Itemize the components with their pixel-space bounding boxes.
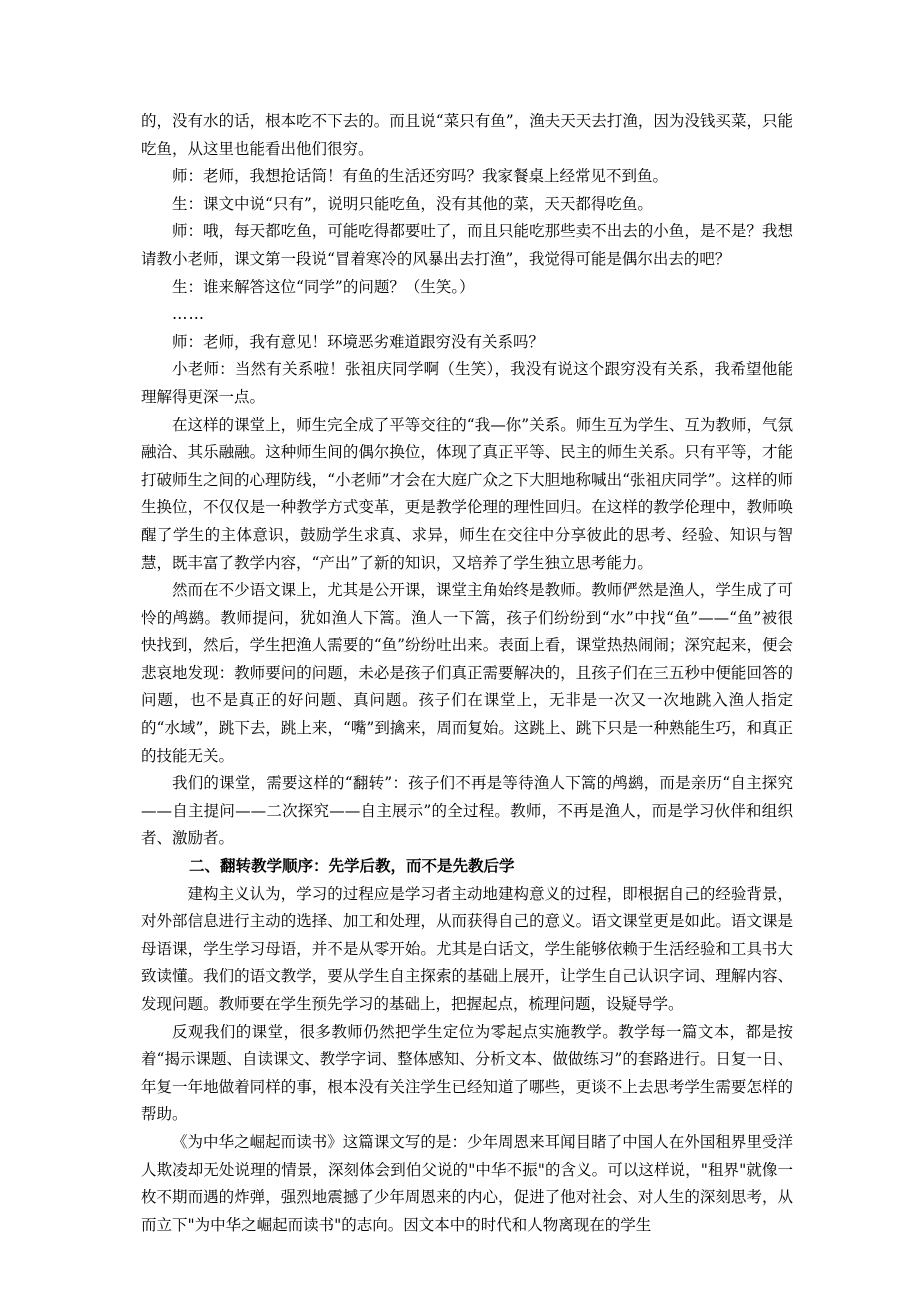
dialogue-line: 生：课文中说“只有”，说明只能吃鱼，没有其他的菜，天天都得吃鱼。 — [172, 194, 653, 213]
dialogue-line: 生：谁来解答这位“同学”的问题？（生笑。） — [172, 277, 475, 296]
body-paragraph: 在这样的课堂上，师生完全成了平等交往的“我—你”关系。师生互为学生、互为教师，气氛融洽、其乐融融。这种师生间的偶尔换位，体现了真正平等、民主的师生关系。只有平等，才能打破师生之间的心理防线，“小老师”才会在大庭广众之下大胆地称喊出“张祖庆同学”。这样的师生换位，不仅仅是一种教学方式变革，更是教学伦理的理性回归。在这样的教学伦理中，教师唤醒了学生的主体意识，鼓励学生求真、求异，师生在交往中分享彼此的思考、经验、知识与智慧，既丰富了教学内容，“产出”了新的知识，又培养了学生独立思考能力。 — [141, 415, 793, 572]
dialogue-line: 小老师：当然有关系啦！张祖庆同学啊（生笑），我没有说这个跟穷没有关系，我希望他能理解得更深一点。 — [141, 360, 793, 406]
dialogue-line: 师：老师，我想抢话筒！有鱼的生活还穷吗？我家餐桌上经常见不到鱼。 — [172, 167, 669, 186]
document-page — [141, 108, 793, 1239]
dialogue-line: 师：哦，每天都吃鱼，可能吃得都要吐了，而且只能吃那些卖不出去的小鱼，是不是？我想请教小老师，课文第一段说“冒着寒冷的风暴出去打渔”，我觉得可能是偶尔出去的吧？ — [141, 222, 793, 268]
body-paragraph: 反观我们的课堂，很多教师仍然把学生定位为零起点实施教学。教学每一篇文本，都是按着“揭示课题、自读课文、教学字词、整体感知、分析文本、做做练习”的套路进行。日复一日、年复一年地做着同样的事，根本没有关注学生已经知道了哪些，更谈不上去思考学生需要怎样的帮助。 — [141, 1022, 793, 1124]
body-paragraph: 我们的课堂，需要这样的“翻转”：孩子们不再是等待渔人下篙的鸬鹚，而是亲历“自主探究——自主提问——二次探究——自主展示”的全过程。教师，不再是渔人，而是学习伙伴和组织者、激励者。 — [141, 774, 793, 848]
ellipsis-line: …… — [172, 305, 205, 324]
body-paragraph: 《为中华之崛起而读书》这篇课文写的是：少年周恩来耳闻目睹了中国人在外国租界里受洋人欺凌却无处说理的情景，深刻体会到伯父说的"中华不振"的含义。可以这样说，"租界"就像一枚不期而遇的炸弹，强烈地震撼了少年周恩来的内心，促进了他对社会、对人生的深刻思考，从而立下"为中华之崛起而读书"的志向。因文本中的时代和人物离现在的学生 — [141, 1132, 793, 1234]
dialogue-line: 师：老师，我有意见！环境恶劣难道跟穷没有关系吗？ — [172, 332, 545, 351]
body-paragraph: 建构主义认为，学习的过程应是学习者主动地建构意义的过程，即根据自己的经验背景，对外部信息进行主动的选择、加工和处理，从而获得自己的意义。语文课堂更是如此。语文课是母语课，学生学习母语，并不是从零开始。尤其是白话文，学生能够依赖于生活经验和工具书大致读懂。我们的语文教学，要从学生自主探索的基础上展开，让学生自己认识字词、理解内容、发现问题。教师要在学生预先学习的基础上，把握起点，梳理问题，设疑导学。 — [141, 884, 793, 1013]
body-paragraph: 然而在不少语文课上，尤其是公开课，课堂主角始终是教师。教师俨然是渔人，学生成了可怜的鸬鹚。教师提问，犹如渔人下篙。渔人一下篙，孩子们纷纷到“水”中找“鱼”——“鱼”被很快找到，然后，学生把渔人需要的“鱼”纷纷吐出来。表面上看，课堂热热闹闹；深究起来，便会悲哀地发现：教师要问的问题，未必是孩子们真正需要解决的，且孩子们在三五秒中便能回答的问题，也不是真正的好问题、真问题。孩子们在课堂上，无非是一次又一次地跳入渔人指定的“水域”，跳下去，跳上来，“嘴”到擒来，周而复始。这跳上、跳下只是一种熟能生巧，和真正的技能无关。 — [141, 581, 793, 765]
paragraph-continuation: 的，没有水的话，根本吃不下去的。而且说“菜只有鱼”，渔夫天天去打渔，因为没钱买菜，只能吃鱼，从这里也能看出他们很穷。 — [141, 112, 793, 158]
section-heading: 二、翻转教学顺序：先学后教，而不是先教后学 — [189, 857, 515, 876]
